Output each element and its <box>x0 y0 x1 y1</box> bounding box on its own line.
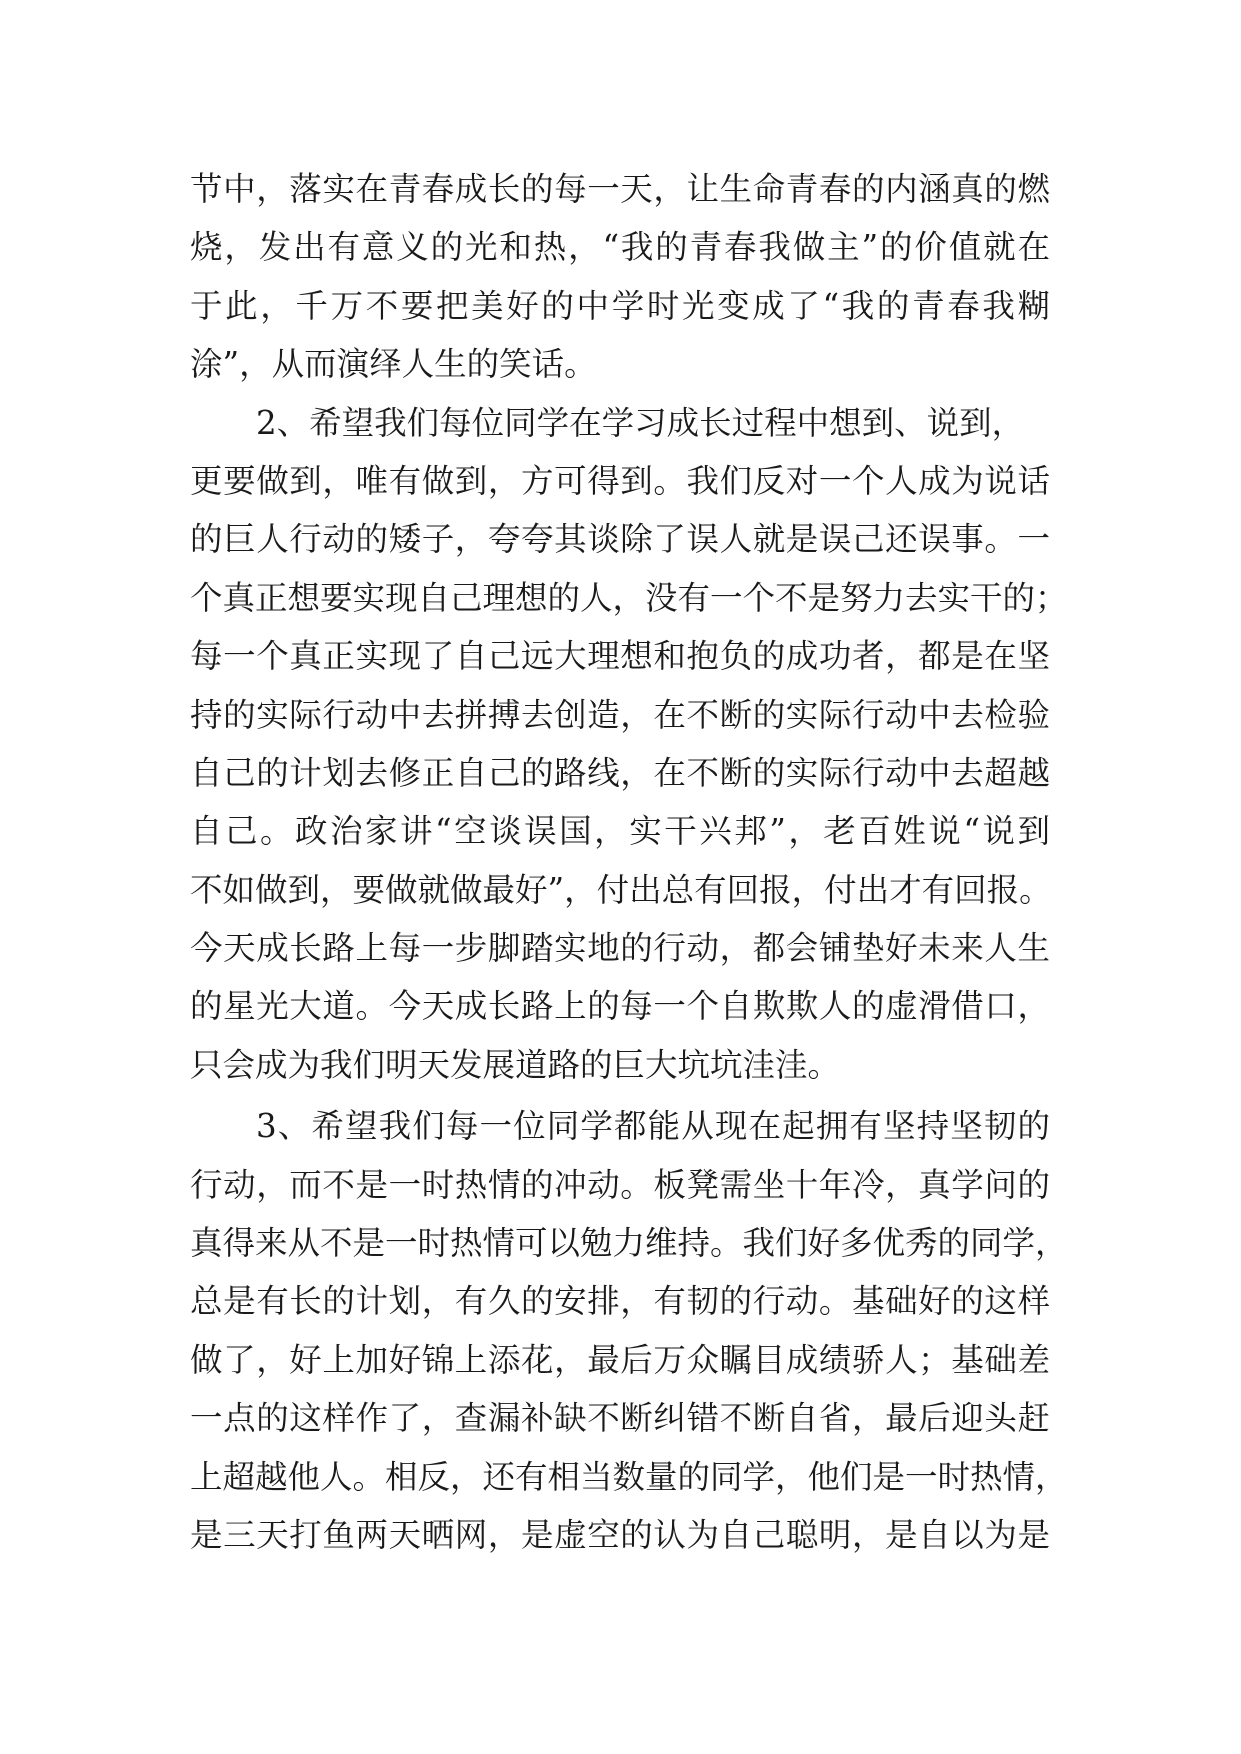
text-line: 行动，而不是一时热情的冲动。板凳需坐十年冷，真学问的 <box>190 1165 1050 1204</box>
text-line: 涂”，从而演绎人生的笑话。 <box>190 345 597 384</box>
text-line: 今天成长路上每一步脚踏实地的行动，都会铺垫好未来人生 <box>190 929 1050 968</box>
text-line: 只会成为我们明天发展道路的巨大坑坑洼洼。 <box>190 1045 841 1084</box>
text-line: 2、希望我们每位同学在学习成长过程中想到、说到， <box>256 403 1025 442</box>
text-line: 上超越他人。相反，还有相当数量的同学，他们是一时热情， <box>190 1457 1068 1496</box>
text-line: 做了，好上加好锦上添花，最后万众瞩目成绩骄人；基础差 <box>190 1340 1050 1379</box>
text-line: 持的实际行动中去拼搏去创造，在不断的实际行动中去检验 <box>190 695 1050 734</box>
text-line: 烧，发出有意义的光和热，“我的青春我做主”的价值就在 <box>190 228 1050 267</box>
text-line: 自己的计划去修正自己的路线，在不断的实际行动中去超越 <box>190 753 1050 792</box>
paragraph-1 <box>190 160 1050 394</box>
text-line: 真得来从不是一时热情可以勉力维持。我们好多优秀的同学， <box>190 1224 1068 1263</box>
paragraph-3 <box>190 1097 1068 1564</box>
text-line: 个真正想要实现自己理想的人，没有一个不是努力去实干的； <box>190 578 1068 617</box>
text-line: 节中，落实在青春成长的每一天，让生命青春的内涵真的燃 <box>190 170 1050 208</box>
text-line: 3、希望我们每一位同学都能从现在起拥有坚持坚韧的 <box>256 1107 1050 1146</box>
text-line: 不如做到，要做就做最好”，付出总有回报，付出才有回报。 <box>190 870 1052 909</box>
text-line: 每一个真正实现了自己远大理想和抱负的成功者，都是在坚 <box>190 637 1050 676</box>
paragraph-2 <box>190 394 1068 1095</box>
body-text <box>190 160 1068 1564</box>
text-line: 的星光大道。今天成长路上的每一个自欺欺人的虚滑借口， <box>190 987 1050 1026</box>
text-line: 的巨人行动的矮子，夸夸其谈除了误人就是误己还误事。一 <box>190 520 1050 559</box>
text-line: 一点的这样作了，查漏补缺不断纠错不断自省，最后迎头赶 <box>190 1399 1050 1438</box>
text-line: 更要做到，唯有做到，方可得到。我们反对一个人成为说话 <box>190 461 1050 500</box>
text-line: 是三天打鱼两天晒网，是虚空的认为自己聪明，是自以为是 <box>190 1515 1050 1554</box>
text-line: 自己。政治家讲“空谈误国，实干兴邦”，老百姓说“说到 <box>190 812 1050 851</box>
text-line: 于此，千万不要把美好的中学时光变成了“我的青春我糊 <box>190 286 1050 325</box>
text-line: 总是有长的计划，有久的安排，有韧的行动。基础好的这样 <box>190 1282 1050 1321</box>
